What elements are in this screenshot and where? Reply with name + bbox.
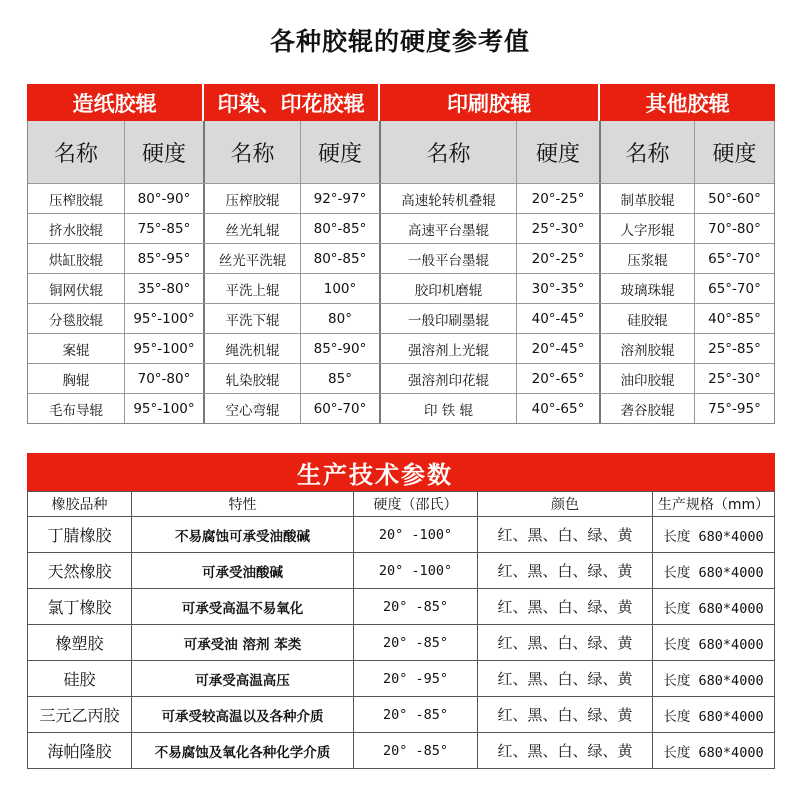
roller-name-cell: 一般平台墨辊 [381, 244, 517, 273]
hardness-cell: 70°-80° [125, 364, 205, 393]
color-cell: 红、黑、白、绿、黄 [478, 625, 653, 660]
roller-name-cell: 毛布导辊 [28, 394, 125, 423]
roller-name-cell: 一般印刷墨辊 [381, 304, 517, 333]
rubber-type-cell: 氯丁橡胶 [28, 589, 132, 624]
hardness-cell: 75°-85° [125, 214, 205, 243]
hardness-cell: 25°-30° [517, 214, 601, 243]
hardness-cell: 85°-90° [301, 334, 381, 363]
hardness-cell: 20°-65° [517, 364, 601, 393]
property-cell: 不易腐蚀及氧化各种化学介质 [132, 733, 354, 768]
group-header-row [27, 84, 775, 121]
hardness-cell: 70°-80° [708, 220, 761, 237]
roller-name-cell: 挤水胶辊 [28, 214, 125, 243]
hardness-range-cell: 20° -100° [354, 553, 478, 588]
hardness-cell: 92°-97° [301, 184, 381, 213]
table-row [28, 393, 774, 423]
hardness-cell: 40°-65° [517, 394, 601, 423]
hardness-range-cell: 20° -95° [354, 661, 478, 696]
col-hardness-header: 硬度 [712, 141, 757, 167]
hardness-range-cell: 20° -85° [354, 589, 478, 624]
roller-name-cell: 高速平台墨辊 [381, 214, 517, 243]
color-cell: 红、黑、白、绿、黄 [478, 589, 653, 624]
table-row [28, 552, 774, 588]
hardness-cell: 65°-70° [708, 250, 761, 267]
color-cell: 红、黑、白、绿、黄 [478, 697, 653, 732]
spec-cell: 长度 680*4000 [663, 672, 764, 689]
roller-name-cell: 平洗上辊 [205, 274, 301, 303]
roller-name-cell: 胶印机磨辊 [381, 274, 517, 303]
hardness-cell: 75°-95° [708, 400, 761, 417]
hardness-cell: 65°-70° [708, 280, 761, 297]
table-row [28, 213, 774, 243]
table-row [28, 303, 774, 333]
roller-name-cell: 压榨胶辊 [205, 184, 301, 213]
table-row [28, 363, 774, 393]
hardness-cell: 30°-35° [517, 274, 601, 303]
property-cell: 可承受油酸碱 [132, 553, 354, 588]
hardness-cell: 95°-100° [125, 394, 205, 423]
roller-name-cell: 高速轮转机叠辊 [381, 184, 517, 213]
roller-name-cell: 压榨胶辊 [28, 184, 125, 213]
table-row [28, 732, 774, 768]
spec-cell: 长度 680*4000 [663, 744, 764, 761]
table-row [28, 660, 774, 696]
hardness-range-cell: 20° -85° [354, 697, 478, 732]
color-cell: 红、黑、白、绿、黄 [478, 661, 653, 696]
hardness-cell: 20°-25° [517, 184, 601, 213]
hardness-cell: 60°-70° [301, 394, 381, 423]
roller-name-cell: 人字形辊 [601, 214, 695, 243]
rubber-type-cell: 丁腈橡胶 [28, 517, 132, 552]
hardness-cell: 40°-85° [708, 310, 761, 327]
roller-name-cell: 砻谷胶辊 [601, 394, 695, 423]
table-row [28, 183, 774, 213]
group-header-printing: 印刷胶辊 [380, 84, 600, 121]
hardness-cell: 80°-90° [125, 184, 205, 213]
spec-cell: 长度 680*4000 [663, 528, 764, 545]
hardness-cell: 100° [301, 274, 381, 303]
production-params-table [27, 491, 775, 769]
table-row [28, 516, 774, 552]
spec-cell: 长度 680*4000 [663, 600, 764, 617]
hardness-cell: 25°-85° [708, 340, 761, 357]
roller-name-cell: 分毯胶辊 [28, 304, 125, 333]
hardness-range-cell: 20° -100° [354, 517, 478, 552]
roller-name-cell: 强溶剂上光辊 [381, 334, 517, 363]
col-hardness-header: 硬度 [301, 121, 381, 183]
header-hardness: 硬度（邵氏） [354, 492, 478, 516]
header-color: 颜色 [478, 492, 653, 516]
roller-name-cell: 铜网伏辊 [28, 274, 125, 303]
roller-name-cell: 制革胶辊 [601, 184, 695, 213]
group-header-other: 其他胶辊 [645, 91, 730, 116]
col-hardness-header: 硬度 [517, 121, 601, 183]
hardness-cell: 85° [301, 364, 381, 393]
rubber-type-cell: 硅胶 [28, 661, 132, 696]
col-name-header: 名称 [381, 121, 517, 183]
hardness-cell: 95°-100° [125, 334, 205, 363]
hardness-cell: 80° [301, 304, 381, 333]
group-header-papermaking: 造纸胶辊 [27, 84, 204, 121]
hardness-table-body [27, 121, 775, 424]
table-row [28, 243, 774, 273]
table-row [28, 624, 774, 660]
roller-name-cell: 胸辊 [28, 364, 125, 393]
table-row [28, 333, 774, 363]
rubber-type-cell: 橡塑胶 [28, 625, 132, 660]
roller-name-cell: 空心弯辊 [205, 394, 301, 423]
roller-name-cell: 强溶剂印花辊 [381, 364, 517, 393]
hardness-cell: 35°-80° [125, 274, 205, 303]
roller-name-cell: 轧染胶辊 [205, 364, 301, 393]
hardness-cell: 20°-25° [517, 244, 601, 273]
roller-name-cell: 油印胶辊 [601, 364, 695, 393]
hardness-cell: 25°-30° [708, 370, 761, 387]
roller-name-cell: 绳洗机辊 [205, 334, 301, 363]
production-params-banner: 生产技术参数 [27, 453, 775, 491]
header-property: 特性 [132, 492, 354, 516]
hardness-cell: 20°-45° [517, 334, 601, 363]
color-cell: 红、黑、白、绿、黄 [478, 553, 653, 588]
col-name-header: 名称 [205, 121, 301, 183]
roller-name-cell: 丝光平洗辊 [205, 244, 301, 273]
hardness-cell: 95°-100° [125, 304, 205, 333]
color-cell: 红、黑、白、绿、黄 [478, 733, 653, 768]
hardness-cell: 40°-45° [517, 304, 601, 333]
roller-name-cell: 压浆辊 [601, 244, 695, 273]
roller-name-cell: 烘缸胶辊 [28, 244, 125, 273]
hardness-range-cell: 20° -85° [354, 625, 478, 660]
property-cell: 可承受油 溶剂 苯类 [132, 625, 354, 660]
table-row [28, 696, 774, 732]
roller-name-cell: 印 铁 辊 [381, 394, 517, 423]
hardness-cell: 80°-85° [301, 214, 381, 243]
property-cell: 可承受较高温以及各种介质 [132, 697, 354, 732]
property-cell: 可承受高温不易氧化 [132, 589, 354, 624]
page-title: 各种胶辊的硬度参考值 [269, 27, 530, 56]
roller-name-cell: 平洗下辊 [205, 304, 301, 333]
rubber-type-cell: 三元乙丙胶 [28, 697, 132, 732]
roller-name-cell: 溶剂胶辊 [601, 334, 695, 363]
property-cell: 不易腐蚀可承受油酸碱 [132, 517, 354, 552]
table-row [28, 273, 774, 303]
hardness-reference-table [27, 84, 775, 424]
color-cell: 红、黑、白、绿、黄 [478, 517, 653, 552]
col-name-header: 名称 [28, 121, 125, 183]
hardness-cell: 85°-95° [125, 244, 205, 273]
rubber-type-cell: 海帕隆胶 [28, 733, 132, 768]
hardness-cell: 50°-60° [708, 190, 761, 207]
rubber-type-cell: 天然橡胶 [28, 553, 132, 588]
spec-cell: 长度 680*4000 [663, 636, 764, 653]
roller-name-cell: 玻璃珠辊 [601, 274, 695, 303]
header-rubber-type: 橡胶品种 [28, 492, 132, 516]
roller-name-cell: 硅胶辊 [601, 304, 695, 333]
header-spec: 生产规格（mm） [657, 497, 770, 513]
hardness-cell: 80°-85° [301, 244, 381, 273]
col-name-header: 名称 [601, 121, 695, 183]
spec-cell: 长度 680*4000 [663, 564, 764, 581]
roller-name-cell: 丝光轧辊 [205, 214, 301, 243]
column-header-row [28, 121, 774, 183]
roller-name-cell: 案辊 [28, 334, 125, 363]
spec-cell: 长度 680*4000 [663, 708, 764, 725]
table-row [28, 588, 774, 624]
property-cell: 可承受高温高压 [132, 661, 354, 696]
col-hardness-header: 硬度 [125, 121, 205, 183]
group-header-dyeing: 印染、印花胶辊 [204, 84, 380, 121]
params-header-row [28, 492, 774, 516]
hardness-range-cell: 20° -85° [354, 733, 478, 768]
